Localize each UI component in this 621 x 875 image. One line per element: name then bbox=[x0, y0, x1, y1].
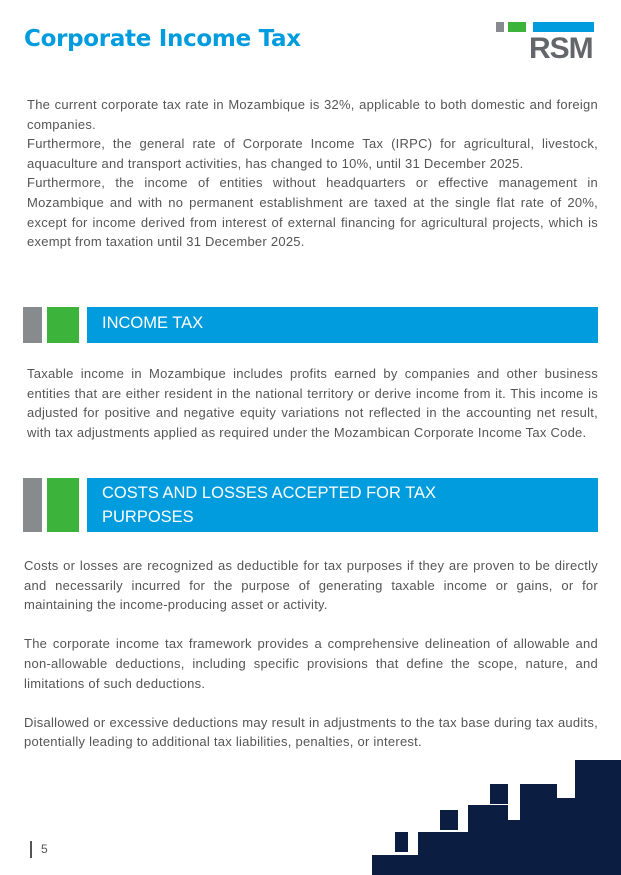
costs-paragraph-2: The corporate income tax framework provides a comprehensive delineation of allowable and non-allowable deductions, including specific provisions that define the scope, nature, and limitations of such deductions. bbox=[24, 636, 598, 691]
page-title: Corporate Income Tax bbox=[24, 26, 301, 52]
pixel-block bbox=[556, 798, 576, 875]
pixel-block bbox=[372, 855, 418, 875]
intro-paragraph-2: Furthermore, the general rate of Corporate Income Tax (IRPC) for agricultural, livestock, aquaculture and transport activities, has changed to 10%, until 31 December 2025. bbox=[27, 136, 598, 171]
heading-green-block bbox=[47, 478, 79, 532]
costs-paragraph-3: Disallowed or excessive deductions may result in adjustments to the tax base during tax audits, potentially leading to additional tax liabilities, penalties, or interest. bbox=[24, 714, 598, 750]
pixel-block bbox=[440, 810, 458, 830]
logo-blue-bar bbox=[533, 22, 594, 32]
section-heading-label: INCOME TAX bbox=[102, 314, 204, 332]
intro-paragraph-3: Furthermore, the income of entities without headquarters or effective management in Mozambique and with no permanent establishment are taxed at the single flat rate of 20%, except for income derived from interest of external financing for agricultural projects, which is exempt from taxation until 31 December 2025. bbox=[27, 175, 598, 250]
logo-green-bar bbox=[508, 22, 526, 32]
section-heading-income-tax bbox=[23, 307, 598, 343]
pixel-block bbox=[418, 832, 468, 875]
logo-grey-bar bbox=[496, 22, 504, 32]
pixel-block bbox=[520, 784, 557, 875]
logo-text: RSM bbox=[529, 32, 593, 65]
section-heading-label-line2: PURPOSES bbox=[102, 508, 194, 526]
page-number: 5 bbox=[30, 841, 48, 858]
section-heading-label-line1: COSTS AND LOSSES ACCEPTED FOR TAX bbox=[102, 484, 437, 502]
pixel-block bbox=[575, 760, 621, 875]
heading-green-block bbox=[47, 307, 79, 343]
intro-paragraph-1: The current corporate tax rate in Mozambique is 32%, applicable to both domestic and foreign companies. bbox=[27, 97, 598, 132]
pixel-block bbox=[468, 805, 508, 875]
heading-bar bbox=[87, 307, 598, 343]
section-heading-costs bbox=[23, 478, 598, 532]
heading-bar bbox=[87, 478, 598, 532]
costs-text bbox=[24, 556, 598, 752]
rsm-logo bbox=[496, 22, 596, 68]
intro-text bbox=[27, 95, 598, 252]
pixel-block bbox=[490, 784, 508, 804]
pixel-block bbox=[508, 820, 520, 875]
heading-grey-block bbox=[23, 307, 42, 343]
pixel-block bbox=[395, 832, 408, 852]
heading-grey-block bbox=[23, 478, 42, 532]
costs-paragraph-1: Costs or losses are recognized as deductible for tax purposes if they are proven to be directly and necessarily incurred for the purpose of generating taxable income or gains, or for maintaining the income-producing asset or activity. bbox=[24, 558, 598, 613]
income-tax-paragraph: Taxable income in Mozambique includes profits earned by companies and other business entities that are either resident in the national territory or derive income from it. This income is adjusted for positive and negative equity variations not reflected in the accounting net result, with tax adjustments applied as required under the Mozambican Corporate Income Tax Code. bbox=[27, 366, 598, 440]
